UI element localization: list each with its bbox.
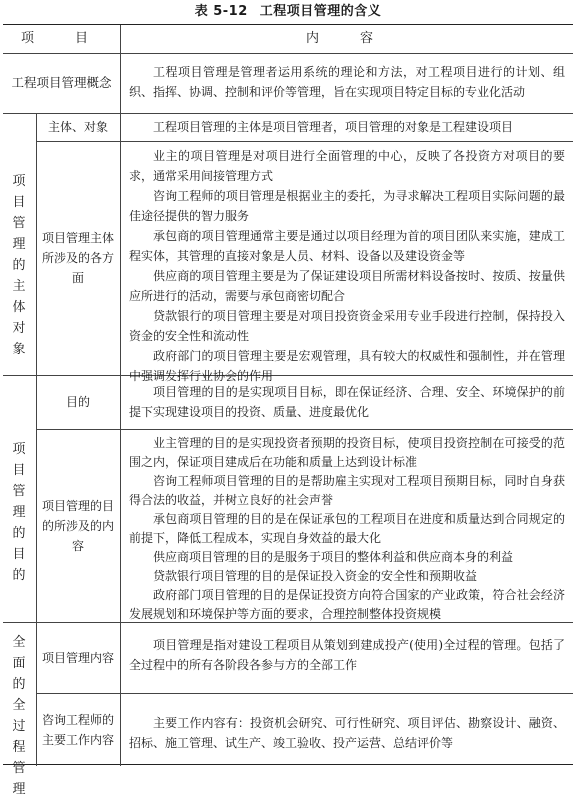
- paragraph: 贷款银行项目管理的目的是保证投入资金的安全性和预期收益: [153, 569, 478, 583]
- paragraph: 主要工作内容有：投资机会研究、可行性研究、项目评估、勘察设计、融资、招标、施工管理、试生产、竣工验收、投产运营、总结评价等: [129, 716, 565, 750]
- paragraph: 业主的项目管理是对项目进行全面管理的中心，反映了各投资方对项目的要求，通常采用间接管理方式: [129, 149, 565, 183]
- table-caption: 工程项目管理的含义: [259, 4, 382, 19]
- group2-label: 项目管理的目的: [12, 442, 26, 583]
- group2-row2-content: [129, 434, 565, 624]
- paragraph: 供应商项目管理的目的是服务于项目的整体利益和供应商本身的利益: [153, 550, 514, 564]
- paragraph: 政府部门的项目管理主要是宏观管理，具有较大的权威性和强制性，并在管理中强调发挥行业协会的作用: [129, 349, 565, 383]
- paragraph: 咨询工程师的项目管理是根据业主的委托，为寻求解决工程项目实际问题的最佳途径提供的智力服务: [129, 189, 565, 223]
- group2-row2-label: 项目管理的目的所涉及的内容: [41, 498, 114, 553]
- table-title: [0, 2, 576, 22]
- group3-row1-label: 项目管理内容: [41, 650, 114, 665]
- col-divider: [120, 25, 121, 766]
- group2-row1-label: 目的: [65, 395, 90, 409]
- paragraph: 工程项目管理的主体是项目管理者，项目管理的对象是工程建设项目: [153, 120, 514, 134]
- paragraph: 承包商项目管理的目的是在保证承包的工程项目在进度和质量达到合同规定的前提下，降低工程成本，实现自身效益的最大化: [129, 512, 565, 545]
- group1-row1-content: [129, 117, 565, 137]
- concept-text: 工程项目管理是管理者运用系统的理论和方法，对工程项目进行的计划、组织、指挥、协调、控制和评价等管理，旨在实现项目特定目标的专业化活动: [129, 65, 565, 99]
- concept-label: 工程项目管理概念: [11, 75, 112, 90]
- group1-row2-label: 项目管理主体所涉及的各方面: [41, 231, 114, 285]
- concept-content: [129, 62, 565, 102]
- paragraph: 承包商的项目管理通常主要是通过以项目经理为首的项目团队来实施，建成工程实体，其管理的直接对象是人员、材料、设备以及建设资金等: [129, 229, 565, 263]
- meaning-table: [3, 24, 573, 797]
- paragraph: 政府部门项目管理的目的是保证投资方向符合国家的产业政策，符合社会经济发展规划和环境保护等方面的要求，合理控制整体投资规模: [129, 588, 565, 621]
- paragraph: 项目管理的目的是实现项目目标，即在保证经济、合理、安全、环境保护的前提下实现建设项目的投资、质量、进度最优化: [129, 385, 565, 419]
- group1-row2-content: [129, 146, 565, 386]
- paragraph: 业主管理的目的是实现投资者预期的投资目标，使项目投资控制在可接受的范围之内，保证项目建成后在功能和质量上达到设计标准: [129, 436, 565, 469]
- paragraph: 咨询工程师项目管理的目的是帮助雇主实现对工程项目预期目标，同时自身获得合法的收益，并树立良好的社会声誉: [129, 474, 565, 507]
- group2-row1-content: [129, 382, 565, 422]
- group3-label: 全面的全过程管理: [12, 635, 26, 797]
- group3-row2-label: 咨询工程师的主要工作内容: [41, 712, 114, 747]
- header-content: 内 容: [305, 31, 387, 46]
- group3-row2-content: [129, 713, 565, 753]
- paragraph: 供应商的项目管理主要是为了保证建设项目所需材料设备按时、按质、按量供应所进行的活动，需要与承包商密切配合: [129, 269, 565, 303]
- paragraph: 项目管理是指对建设工程项目从策划到建成投产(使用)全过程的管理。包括了全过程中的所有各阶段各参与方的全部工作: [129, 638, 565, 672]
- table-number: 表 5-12: [194, 4, 248, 19]
- group1-label: 项目管理的主体对象: [12, 174, 26, 357]
- paragraph: 贷款银行的项目管理主要是对项目投资资金采用专业手段进行控制，保持投入资金的安全性和流动性: [129, 309, 565, 343]
- header-item: 项 目: [20, 31, 102, 46]
- group3-row1-content: [129, 635, 565, 675]
- group1-row1-label: 主体、对象: [47, 120, 108, 134]
